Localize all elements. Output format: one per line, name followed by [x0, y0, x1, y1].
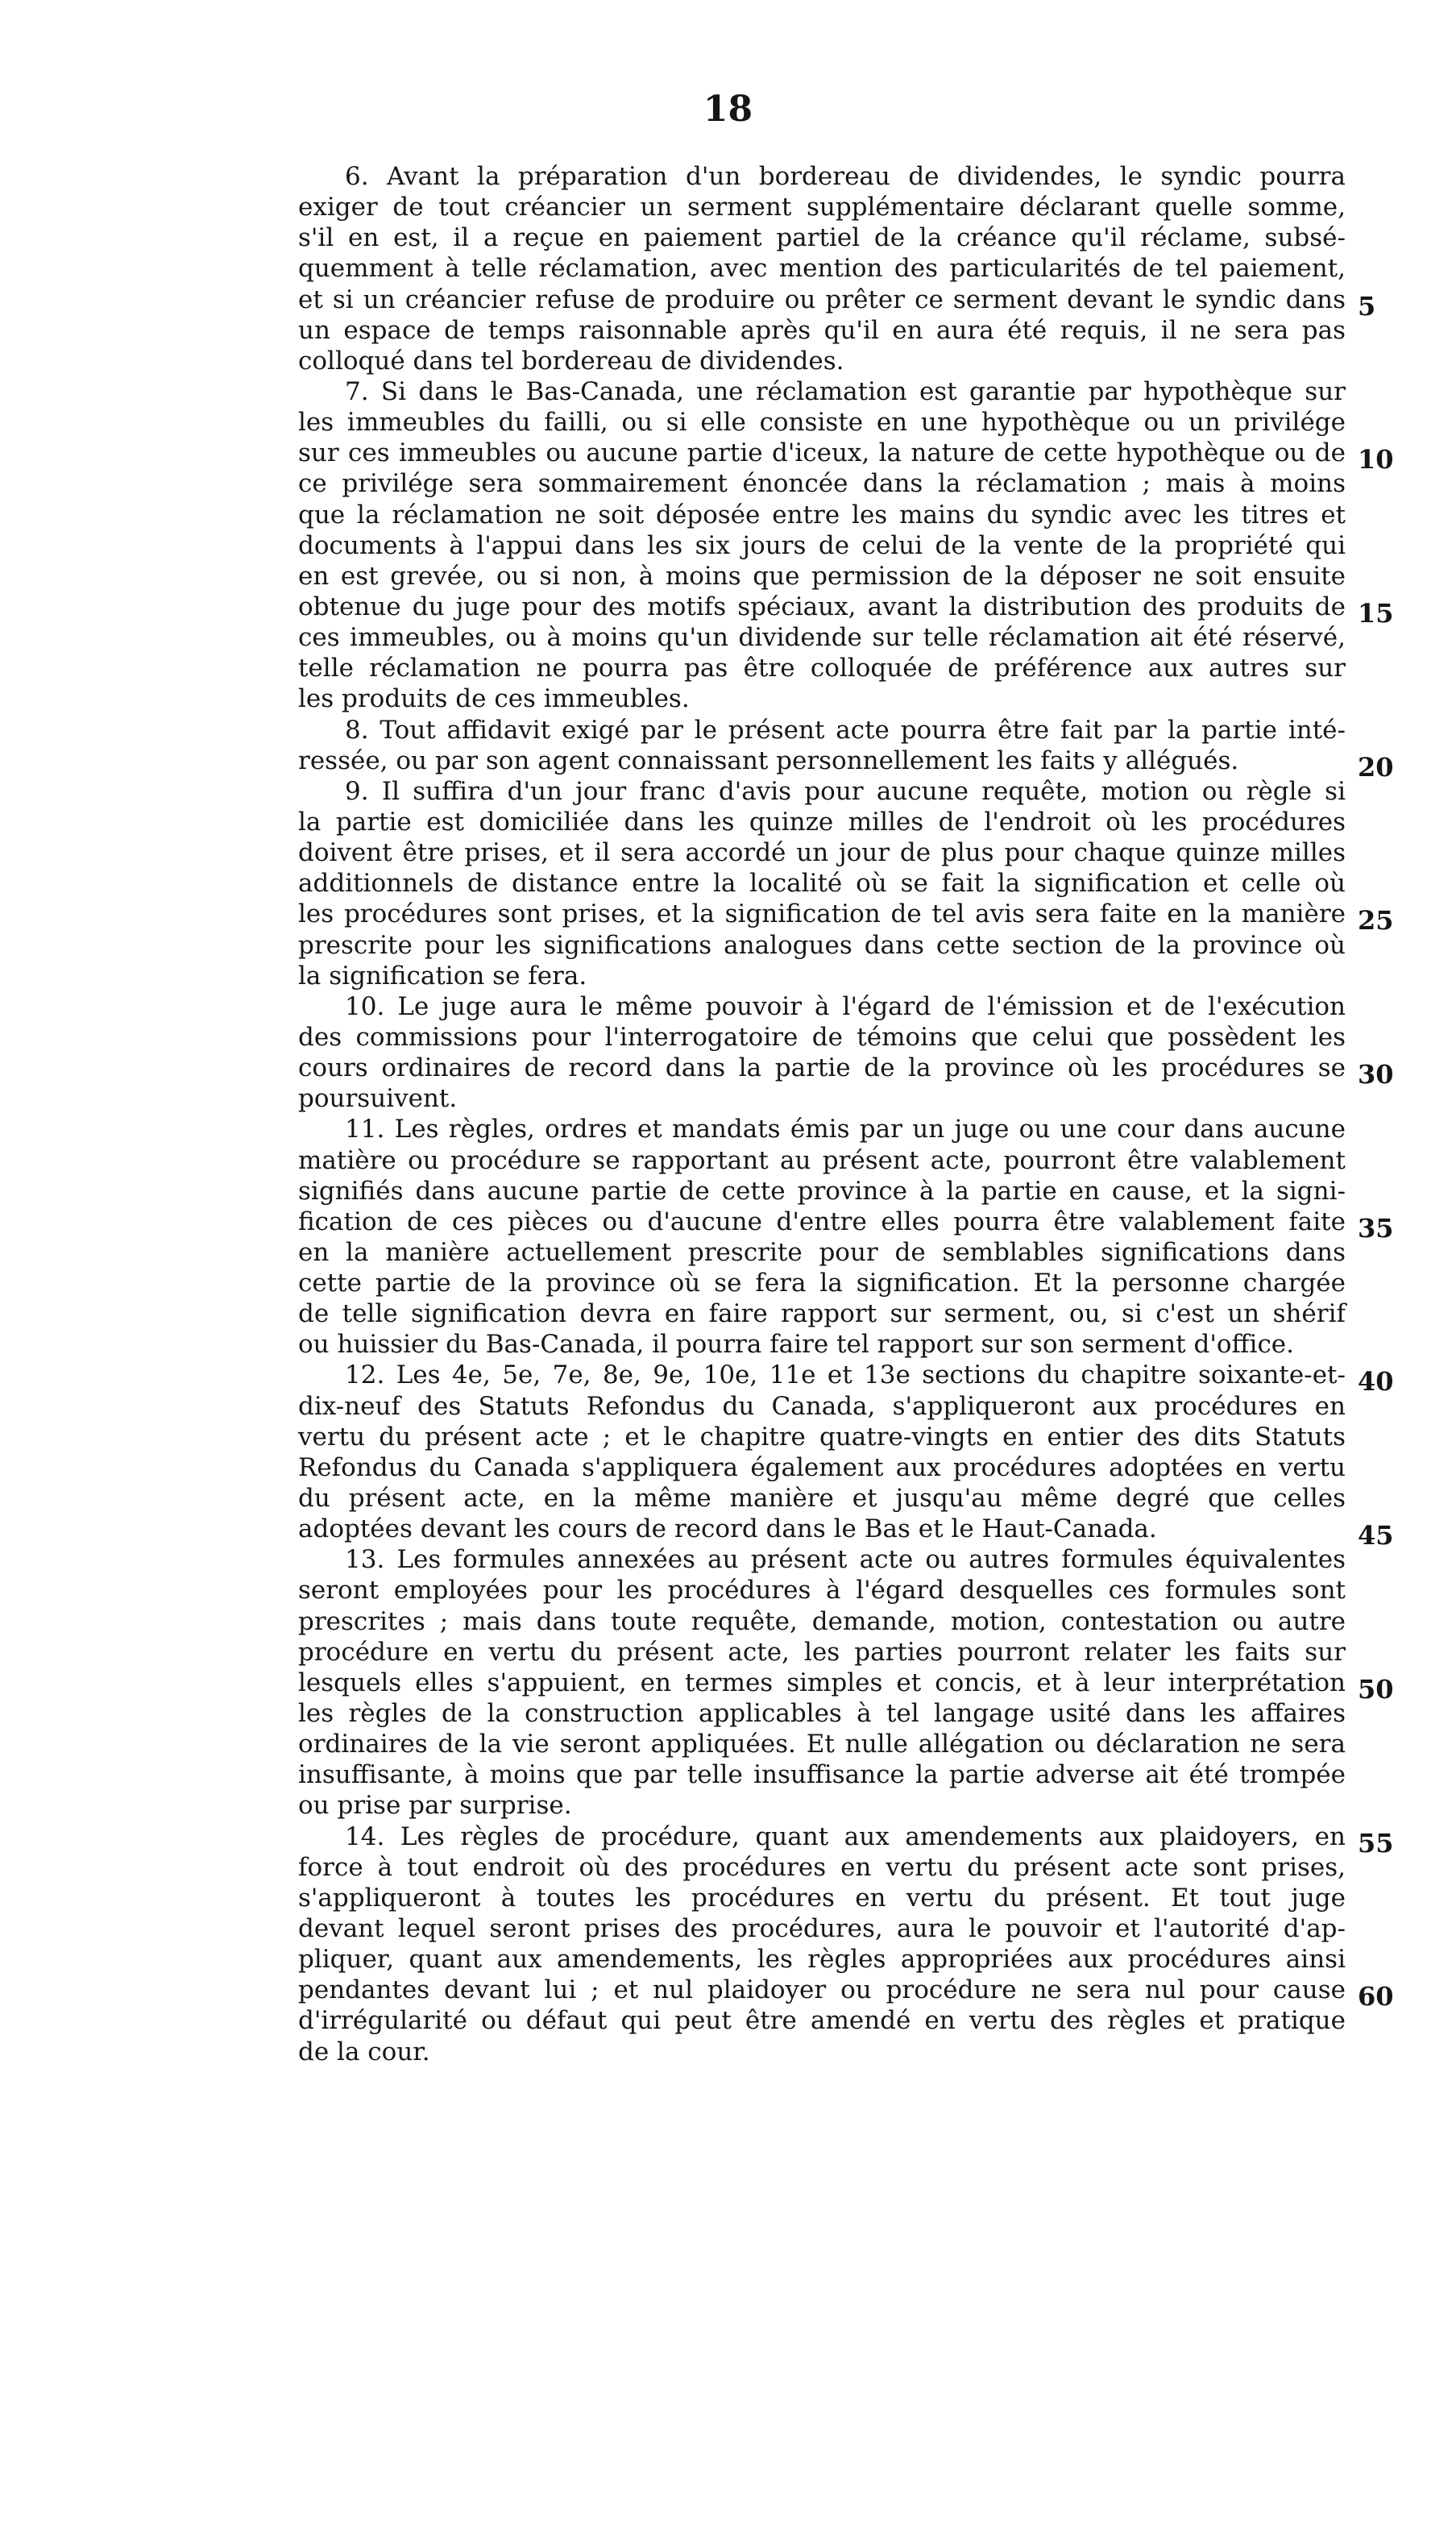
margin-line-number: 10 [1358, 444, 1394, 476]
line-text: additionnels de distance entre la localité où se fait la signification et celle où [298, 869, 1346, 899]
text-line [298, 1668, 1394, 1705]
line-text: Refondus du Canada s'appliquera également aux procédures adoptées en vertu [298, 1452, 1346, 1482]
line-text: que la réclamation ne soit déposée entre les mains du syndic avec les titres et [298, 500, 1346, 530]
margin-line-number: 20 [1358, 751, 1394, 783]
line-text: sur ces immeubles ou aucune partie d'iceux, la nature de cette hypothèque ou de [298, 438, 1346, 468]
line-text: 13. Les formules annexées au présent acte ou autres formules équivalentes [345, 1545, 1346, 1575]
line-text: 7. Si dans le Bas-Canada, une réclamation est garantie par hypothèque sur [345, 376, 1346, 406]
line-text: telle réclamation ne pourra pas être colloquée de préférence aux autres sur [298, 654, 1346, 683]
line-text: cours ordinaires de record dans la partie de la province où les procédures se [298, 1053, 1346, 1083]
line-text: lesquels elles s'appuient, en termes simples et concis, et à leur interprétation [298, 1668, 1346, 1697]
line-text: poursuivent. [298, 1084, 458, 1114]
line-text: 10. Le juge aura le même pouvoir à l'égard de l'émission et de l'exécution [345, 991, 1346, 1021]
line-text: d'irrégularité ou défaut qui peut être amendé en vertu des règles et pratique [298, 2006, 1346, 2036]
text-line [298, 1944, 1346, 1975]
text-line [298, 2005, 1346, 2036]
text-line [298, 1913, 1346, 1944]
text-line [298, 1852, 1346, 1883]
text-line [298, 868, 1346, 899]
margin-line-number: 30 [1358, 1059, 1394, 1090]
line-text: de telle signification devra en faire rapport sur serment, ou, si c'est un shérif [298, 1299, 1346, 1329]
text-line [298, 1821, 1394, 1859]
line-text: 8. Tout affidavit exigé par le présent acte pourra être fait par la partie inté- [345, 715, 1346, 745]
line-text: vertu du présent acte ; et le chapitre quatre-vingts en entier des dits Statuts [298, 1422, 1346, 1452]
text-line [298, 1329, 1346, 1360]
line-text: seront employées pour les procédures à l'égard desquelles ces formules sont [298, 1576, 1346, 1605]
line-text: fication de ces pièces ou d'aucune d'entre elles pourra être valablement faite [298, 1207, 1346, 1236]
text-line [298, 2037, 1346, 2067]
line-text: en la manière actuellement prescrite pour de semblables significations dans [298, 1237, 1346, 1267]
line-text: et si un créancier refuse de produire ou prêter ce serment devant le syndic dans [298, 285, 1346, 314]
text-line [298, 1237, 1346, 1268]
text-line [298, 468, 1346, 499]
text-line [298, 438, 1394, 476]
text-line [298, 1114, 1346, 1144]
line-text: s'appliqueront à toutes les procédures en vertu du présent. Et tout juge [298, 1883, 1346, 1913]
text-line [298, 930, 1346, 961]
text-line [298, 837, 1346, 868]
line-text: les règles de la construction applicables à tel langage usité dans les affaires [298, 1699, 1346, 1729]
line-text: prescrites ; mais dans toute requête, demande, motion, contestation ou autre [298, 1606, 1346, 1636]
text-line [298, 1298, 1346, 1329]
line-text: force à tout endroit où des procédures en vertu du présent acte sont prises, [298, 1852, 1346, 1882]
line-text: 12. Les 4e, 5e, 7e, 8e, 9e, 10e, 11e et 13e sections du chapitre soixante-et- [345, 1360, 1346, 1390]
text-line [298, 222, 1346, 253]
text-line [298, 530, 1346, 561]
text-line [298, 622, 1346, 653]
text-line [298, 1790, 1346, 1821]
text-line [298, 285, 1376, 322]
text-line [298, 1452, 1346, 1483]
line-text: la signification se fera. [298, 961, 587, 991]
text-line [298, 1022, 1346, 1053]
text-line [298, 1729, 1346, 1759]
text-line [298, 1483, 1346, 1514]
text-line [298, 407, 1346, 438]
margin-line-number: 45 [1358, 1520, 1394, 1551]
text-line [298, 683, 1346, 714]
line-text: les procédures sont prises, et la signification de tel avis sera faite en la manière [298, 899, 1346, 929]
line-text: 14. Les règles de procédure, quant aux amendements aux plaidoyers, en [345, 1821, 1346, 1851]
text-line [298, 1422, 1346, 1452]
line-text: ressée, ou par son agent connaissant personnellement les faits y allégués. [298, 746, 1239, 775]
line-text: devant lequel seront prises des procédures, aura le pouvoir et l'autorité d'ap- [298, 1914, 1346, 1944]
line-text: ce privilége sera sommairement énoncée dans la réclamation ; mais à moins [298, 469, 1346, 499]
text-line [298, 1176, 1346, 1207]
margin-line-number: 5 [1358, 290, 1376, 322]
text-line [298, 346, 1346, 376]
line-text: du présent acte, en la même manière et jusqu'au même degré que celles [298, 1484, 1346, 1514]
line-text: exiger de tout créancier un serment supplémentaire déclarant quelle somme, [298, 193, 1346, 222]
line-text: 6. Avant la préparation d'un bordereau de dividendes, le syndic pourra [345, 162, 1346, 191]
line-text: 9. Il suffira d'un jour franc d'avis pour aucune requête, motion ou règle si [345, 776, 1346, 806]
line-text: dix-neuf des Statuts Refondus du Canada, s'appliqueront aux procédures en [298, 1391, 1346, 1421]
line-text: pliquer, quant aux amendements, les règles appropriées aux procédures ainsi [298, 1945, 1346, 1975]
line-text: en est grevée, ou si non, à moins que permission de la déposer ne soit ensuite [298, 561, 1346, 591]
text-line [298, 746, 1394, 783]
text-line [298, 1514, 1394, 1551]
text-line [298, 1391, 1346, 1422]
text-line [298, 376, 1346, 407]
line-text: obtenue du juge pour des motifs spéciaux, avant la distribution des produits de [298, 592, 1346, 621]
text-line [298, 1268, 1346, 1298]
line-text: ordinaires de la vie seront appliquées. Et nulle allégation ou déclaration ne sera [298, 1730, 1346, 1759]
line-text: colloqué dans tel bordereau de dividendes. [298, 346, 844, 376]
text-line [298, 1053, 1394, 1090]
line-text: prescrite pour les significations analogues dans cette section de la province où [298, 930, 1346, 960]
line-text: adoptées devant les cours de record dans le Bas et le Haut-Canada. [298, 1514, 1157, 1544]
line-text: s'il en est, il a reçue en paiement partiel de la créance qu'il réclame, subsé- [298, 223, 1346, 253]
line-text: ou huissier du Bas-Canada, il pourra faire tel rapport sur son serment d'office. [298, 1330, 1295, 1360]
text-line [298, 315, 1346, 346]
text-line [298, 500, 1346, 530]
text-line [298, 161, 1346, 192]
text-line [298, 1883, 1346, 1913]
document-body [298, 161, 1394, 2067]
line-text: la partie est domiciliée dans les quinze milles de l'endroit où les procédures [298, 807, 1346, 837]
margin-line-number: 25 [1358, 905, 1394, 937]
line-text: les produits de ces immeubles. [298, 684, 690, 714]
margin-line-number: 15 [1358, 597, 1394, 629]
line-text: doivent être prises, et il sera accordé un jour de plus pour chaque quinze milles [298, 838, 1346, 868]
page-number: 18 [703, 89, 753, 130]
line-text: cette partie de la province où se fera la signification. Et la personne chargée [298, 1269, 1346, 1298]
line-text: signifiés dans aucune partie de cette province à la partie en cause, et la signi- [298, 1176, 1346, 1206]
text-line [298, 1698, 1346, 1729]
text-line [298, 592, 1394, 629]
text-line [298, 1544, 1346, 1575]
text-line [298, 1360, 1394, 1398]
line-text: des commissions pour l'interrogatoire de témoins que celui que possèdent les [298, 1022, 1346, 1052]
text-line [298, 899, 1394, 937]
line-text: un espace de temps raisonnable après qu'il en aura été requis, il ne sera pas [298, 315, 1346, 345]
text-line [298, 561, 1346, 592]
text-line [298, 1606, 1346, 1637]
text-line [298, 715, 1346, 746]
text-line [298, 192, 1346, 222]
line-text: pendantes devant lui ; et nul plaidoyer ou procédure ne sera nul pour cause [298, 1975, 1346, 2005]
text-line [298, 1975, 1394, 2012]
text-line [298, 961, 1346, 991]
line-text: ou prise par surprise. [298, 1791, 572, 1821]
margin-line-number: 50 [1358, 1673, 1394, 1705]
text-line [298, 1637, 1346, 1668]
text-line [298, 991, 1346, 1022]
text-line [298, 1207, 1394, 1244]
text-line [298, 1145, 1346, 1176]
line-text: insuffisante, à moins que par telle insuffisance la partie adverse ait été trompée [298, 1760, 1346, 1790]
text-line [298, 1083, 1346, 1114]
line-text: matière ou procédure se rapportant au présent acte, pourront être valablement [298, 1145, 1346, 1175]
line-text: de la cour. [298, 2037, 430, 2066]
margin-line-number: 40 [1358, 1366, 1394, 1398]
line-text: ces immeubles, ou à moins qu'un dividende sur telle réclamation ait été réservé, [298, 623, 1346, 653]
line-text: procédure en vertu du présent acte, les parties pourront relater les faits sur [298, 1637, 1346, 1667]
margin-line-number: 60 [1358, 1981, 1394, 2012]
margin-line-number: 35 [1358, 1212, 1394, 1244]
text-line [298, 253, 1346, 284]
text-line [298, 1759, 1346, 1790]
margin-line-number: 55 [1358, 1827, 1394, 1859]
text-line [298, 807, 1346, 837]
line-text: 11. Les règles, ordres et mandats émis par un juge ou une cour dans aucune [345, 1115, 1346, 1144]
line-text: quemment à telle réclamation, avec mention des particularités de tel paiement, [298, 254, 1346, 284]
line-text: les immeubles du failli, ou si elle consiste en une hypothèque ou un privilége [298, 408, 1346, 438]
text-line [298, 653, 1346, 683]
text-line [298, 1575, 1346, 1605]
text-line [298, 776, 1346, 807]
line-text: documents à l'appui dans les six jours de celui de la vente de la propriété qui [298, 530, 1346, 560]
